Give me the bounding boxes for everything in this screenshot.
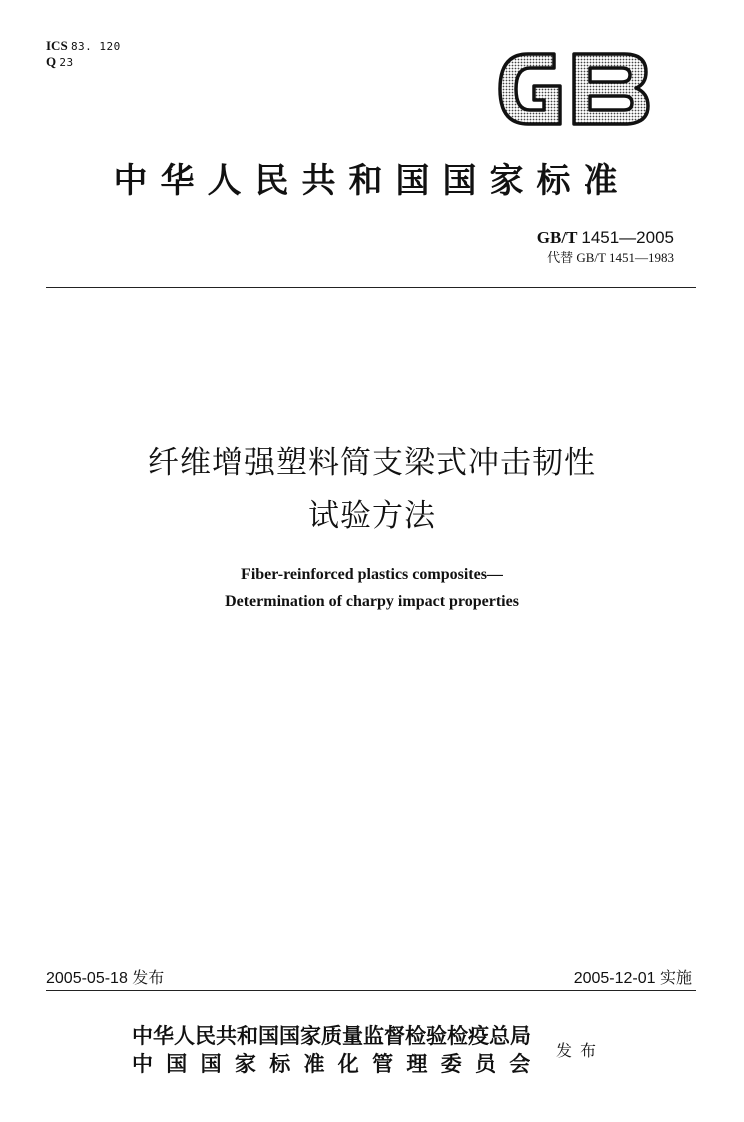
issuer-line1: 中华人民共和国国家质量监督检验检疫总局 [132,1023,531,1048]
ccs-label: Q [46,54,57,69]
ics-number: 83. 120 [70,40,121,53]
gb-logo [496,46,652,132]
standard-number [537,228,674,248]
issuer-line2: 中国国家标准化管理委员会 [132,1051,544,1076]
document-title-en-line2: Determination of charpy impact properties [225,593,519,610]
ccs-number: 23 [59,56,74,69]
top-divider [46,287,696,288]
svg-text:GB: GB [573,129,575,130]
replaces-standard: 代替 GB/T 1451—1983 [547,250,674,265]
document-title-en-line1: Fiber-reinforced plastics composites— [241,566,503,583]
standard-number-prefix: GB/T [536,228,578,247]
ics-code [46,38,121,54]
standard-number-digits: 1451—2005 [581,228,674,247]
ics-label: ICS [46,38,68,53]
document-title-cn-line1: 纤维增强塑料简支梁式冲击韧性 [148,445,596,481]
document-title-cn-line2: 试验方法 [308,498,436,534]
standard-title: 中华人民共和国国家标准 [113,161,631,201]
bottom-divider [46,990,696,991]
publish-label: 发布 [556,1041,605,1060]
ccs-code [46,54,74,70]
issue-date: 2005-05-18 发布 [46,970,165,987]
implementation-date: 2005-12-01 实施 [573,970,692,987]
